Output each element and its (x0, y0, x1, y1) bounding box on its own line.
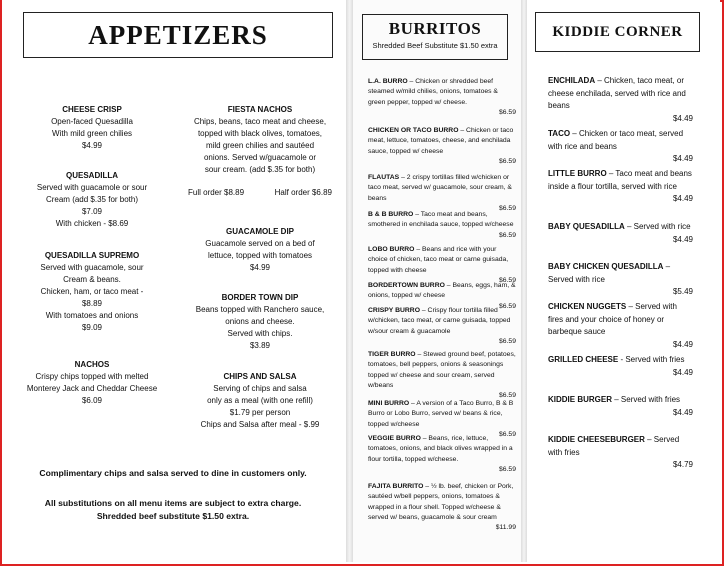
order-sizes (186, 187, 334, 199)
kiddie-title: KIDDIE CORNER (535, 12, 700, 52)
burrito-item (368, 434, 516, 475)
item-name: TACO (548, 129, 571, 138)
kiddie-item (548, 301, 693, 351)
menu-item-cheese-crisp (22, 104, 162, 152)
item-description: – Chicken or taco meat, lettuce, tomatoes, cheese, and enchilada sauce, topped w/ cheese (368, 127, 514, 155)
item-line: only as a meal (with one refill) (207, 396, 313, 405)
item-name: KIDDIE CHEESEBURGER (548, 435, 645, 444)
kiddie-item (548, 394, 693, 419)
menu-item-fiesta-nachos (186, 104, 334, 199)
item-description: – ½ lb. beef, chicken or Pork, sautéed w/bell peppers, onions, tomatoes & wrapped in a flour shell. Topped w/cheese & served w/ beans, guacamole & sour cream (368, 483, 514, 521)
complimentary-note: Complimentary chips and salsa served to dine in customers only. (39, 468, 307, 478)
item-price: $4.49 (672, 113, 693, 123)
item-description: – Served with rice (624, 222, 691, 231)
item-line: Cream (add $.35 for both) (45, 195, 139, 204)
item-price: $4.49 (672, 234, 693, 244)
item-description: – Taco meat and beans inside a flour tortilla, served with rice (548, 169, 692, 191)
item-price: $6.59 (498, 392, 516, 400)
item-price: $8.89 (81, 299, 103, 308)
item-name: BABY QUESADILLA (548, 222, 625, 231)
item-name: QUESADILLA SUPREMO (44, 251, 140, 260)
item-price: $4.99 (81, 141, 103, 150)
shredded-beef-note: Shredded beef substitute $1.50 extra. (96, 511, 250, 521)
item-description: – A version of a Taco Burro, B & B Burro or Lobo Burro, served w/ beans & rice, topped w/cheese (368, 400, 514, 428)
item-description: – Chicken or taco meat, served with rice and beans (548, 129, 684, 151)
item-price: $4.49 (672, 339, 693, 349)
item-name: L.A. BURRO (368, 78, 408, 85)
item-line: mild green chilies and sautéed (205, 141, 315, 150)
item-name: CHEESE CRISP (62, 105, 122, 114)
burrito-item (368, 77, 516, 118)
item-description: – Stewed ground beef, potatoes, tomatoes, bell peppers, onions & seasonings topped w/ cheese and sour cream, served w/beans (368, 351, 516, 389)
item-price: $1.79 per person (229, 408, 291, 417)
menu-item-border-town-dip (186, 292, 334, 352)
item-price: $6.59 (498, 465, 516, 473)
burritos-title: BURRITOS (388, 19, 482, 38)
item-line: With chicken - $8.69 (55, 219, 129, 228)
kiddie-item (548, 128, 693, 166)
item-price: $3.89 (249, 341, 271, 350)
burrito-item (368, 482, 516, 533)
menu-item-nachos (14, 359, 170, 407)
item-name: FLAUTAS (368, 174, 400, 181)
item-price: $6.59 (498, 204, 516, 212)
menu-item-quesadilla (20, 170, 164, 230)
item-name: FIESTA NACHOS (227, 105, 293, 114)
item-line: onions. Served w/guacamole or (203, 153, 317, 162)
item-price: $4.49 (672, 407, 693, 417)
item-description: - Served with fries (618, 355, 685, 364)
item-line: Served with chips. (227, 329, 293, 338)
appetizers-title: APPETIZERS (23, 12, 333, 58)
item-price: $9.09 (81, 323, 103, 332)
item-line: With tomatoes and onions (45, 311, 139, 320)
item-description: – Crispy flour tortilla filled w/chicken, taco meat, or carne guisada, topped w/sour cream & guacamole (368, 307, 511, 335)
item-description: – Beans, rice, lettuce, tomatoes, onions, and black olives wrapped in a flour tortilla, topped w/cheese. (368, 435, 513, 463)
item-name: CHICKEN OR TACO BURRO (368, 127, 459, 134)
menu-item-chips-and-salsa (186, 371, 334, 431)
item-price: $5.49 (672, 287, 693, 296)
item-description: – Chicken, taco meat, or cheese enchilada, served with rice and beans (548, 76, 686, 110)
item-description: – Beans and rice with your choice of chicken, taco meat or carne guisada, topped with cheese (368, 246, 509, 274)
item-line: Served with guacamole or sour (36, 183, 148, 192)
item-description: – Beans, eggs, ham, & onions, topped w/ cheese (368, 282, 516, 300)
item-name: ENCHILADA (548, 76, 596, 85)
item-name: CRISPY BURRO (368, 307, 420, 314)
item-price: $6.59 (498, 108, 516, 116)
item-line: With mild green chilies (51, 129, 133, 138)
item-price: $4.99 (249, 263, 271, 272)
item-line: Cream & beans. (63, 275, 121, 284)
item-price: $6.59 (498, 337, 516, 345)
kiddie-item (548, 434, 693, 472)
full-order-price: Full order $8.89 (188, 188, 245, 197)
item-description: – 2 crispy tortillas filled w/chicken or taco meat, served w/ guacamole, sour cream, & beans (368, 174, 512, 202)
burrito-item (368, 350, 516, 401)
item-line: Serving of chips and salsa (213, 384, 307, 393)
item-name: MINI BURRO (368, 400, 410, 407)
item-line: topped with black olives, tomatoes, (197, 129, 323, 138)
item-name: NACHOS (74, 360, 110, 369)
item-line: Crispy chips topped with melted (35, 372, 149, 381)
fold-divider (346, 0, 353, 562)
item-line: Chips and Salsa after meal - $.99 (200, 420, 320, 429)
item-line: sour cream. (add $.35 for both) (204, 165, 316, 174)
item-price: $6.59 (498, 430, 516, 438)
item-name: BORDERTOWN BURRO (368, 282, 445, 289)
burrito-item (368, 173, 516, 214)
item-price: $6.59 (498, 302, 516, 310)
item-line: Open-faced Quesadilla (51, 117, 133, 126)
item-line: onions and cheese. (225, 317, 295, 326)
item-line: lettuce, topped with tomatoes (207, 251, 313, 260)
item-description: – Served with fries (612, 395, 681, 404)
item-line: Monterey Jack and Cheddar Cheese (26, 384, 158, 393)
substitution-note: All substitutions on all menu items are subject to extra charge. (44, 498, 302, 508)
kiddie-item (548, 261, 693, 299)
item-price: $11.99 (495, 524, 516, 532)
burrito-item (368, 126, 516, 167)
item-name: TIGER BURRO (368, 351, 416, 358)
item-name: KIDDIE BURGER (548, 395, 613, 404)
item-line: Served with guacamole, sour (40, 263, 144, 272)
item-name: BABY CHICKEN QUESADILLA (548, 262, 664, 271)
item-name: BORDER TOWN DIP (221, 293, 299, 302)
item-name: QUESADILLA (66, 171, 118, 180)
item-name: GUACAMOLE DIP (226, 227, 294, 236)
menu-item-guacamole-dip (186, 226, 334, 274)
item-price: $7.09 (81, 207, 103, 216)
kiddie-item (548, 168, 693, 206)
half-order-price: Half order $6.89 (274, 188, 332, 197)
burrito-item (368, 210, 516, 241)
item-name: LITTLE BURRO (548, 169, 607, 178)
item-price: $6.59 (498, 276, 516, 284)
item-name: LOBO BURRO (368, 246, 415, 253)
item-price: $6.59 (498, 157, 516, 165)
item-line: Chicken, ham, or taco meat - (40, 287, 144, 296)
item-name: VEGGIE BURRO (368, 435, 421, 442)
item-name: B & B BURRO (368, 211, 414, 218)
item-price: $4.79 (672, 460, 693, 469)
item-name: GRILLED CHEESE (548, 355, 619, 364)
item-name: CHICKEN NUGGETS (548, 302, 627, 311)
burritos-subtitle: Shredded Beef Substitute $1.50 extra (372, 41, 498, 50)
burrito-item (368, 306, 516, 347)
kiddie-item (548, 354, 693, 379)
item-line: Chips, beans, taco meat and cheese, (193, 117, 327, 126)
item-line: Guacamole served on a bed of (205, 239, 315, 248)
item-name: FAJITA BURRITO (368, 483, 424, 490)
item-price: $4.49 (672, 154, 693, 163)
item-description: – Taco meat and beans, smothered in enchilada sauce, topped w/cheese (368, 211, 514, 229)
item-price: $6.59 (498, 231, 516, 239)
burritos-title-box (362, 14, 508, 60)
item-price: $4.49 (672, 367, 693, 377)
item-price: $6.09 (81, 396, 103, 405)
menu-item-quesadilla-supremo (20, 250, 164, 334)
item-name: CHIPS AND SALSA (223, 372, 297, 381)
kiddie-item (548, 75, 693, 125)
burrito-item (368, 245, 516, 286)
item-line: Beans topped with Ranchero sauce, (195, 305, 325, 314)
item-description: – Served with rice (548, 262, 671, 284)
item-description: – Chicken or shredded beef steamed w/mild chilies, onions, tomatoes & green pepper, topped w/ cheese. (368, 78, 498, 106)
item-description: – Served with fries (548, 435, 680, 457)
kiddie-item (548, 221, 693, 246)
item-price: $4.49 (672, 194, 693, 203)
item-description: – Served with fires and your choice of honey or barbeque sauce (548, 302, 677, 336)
